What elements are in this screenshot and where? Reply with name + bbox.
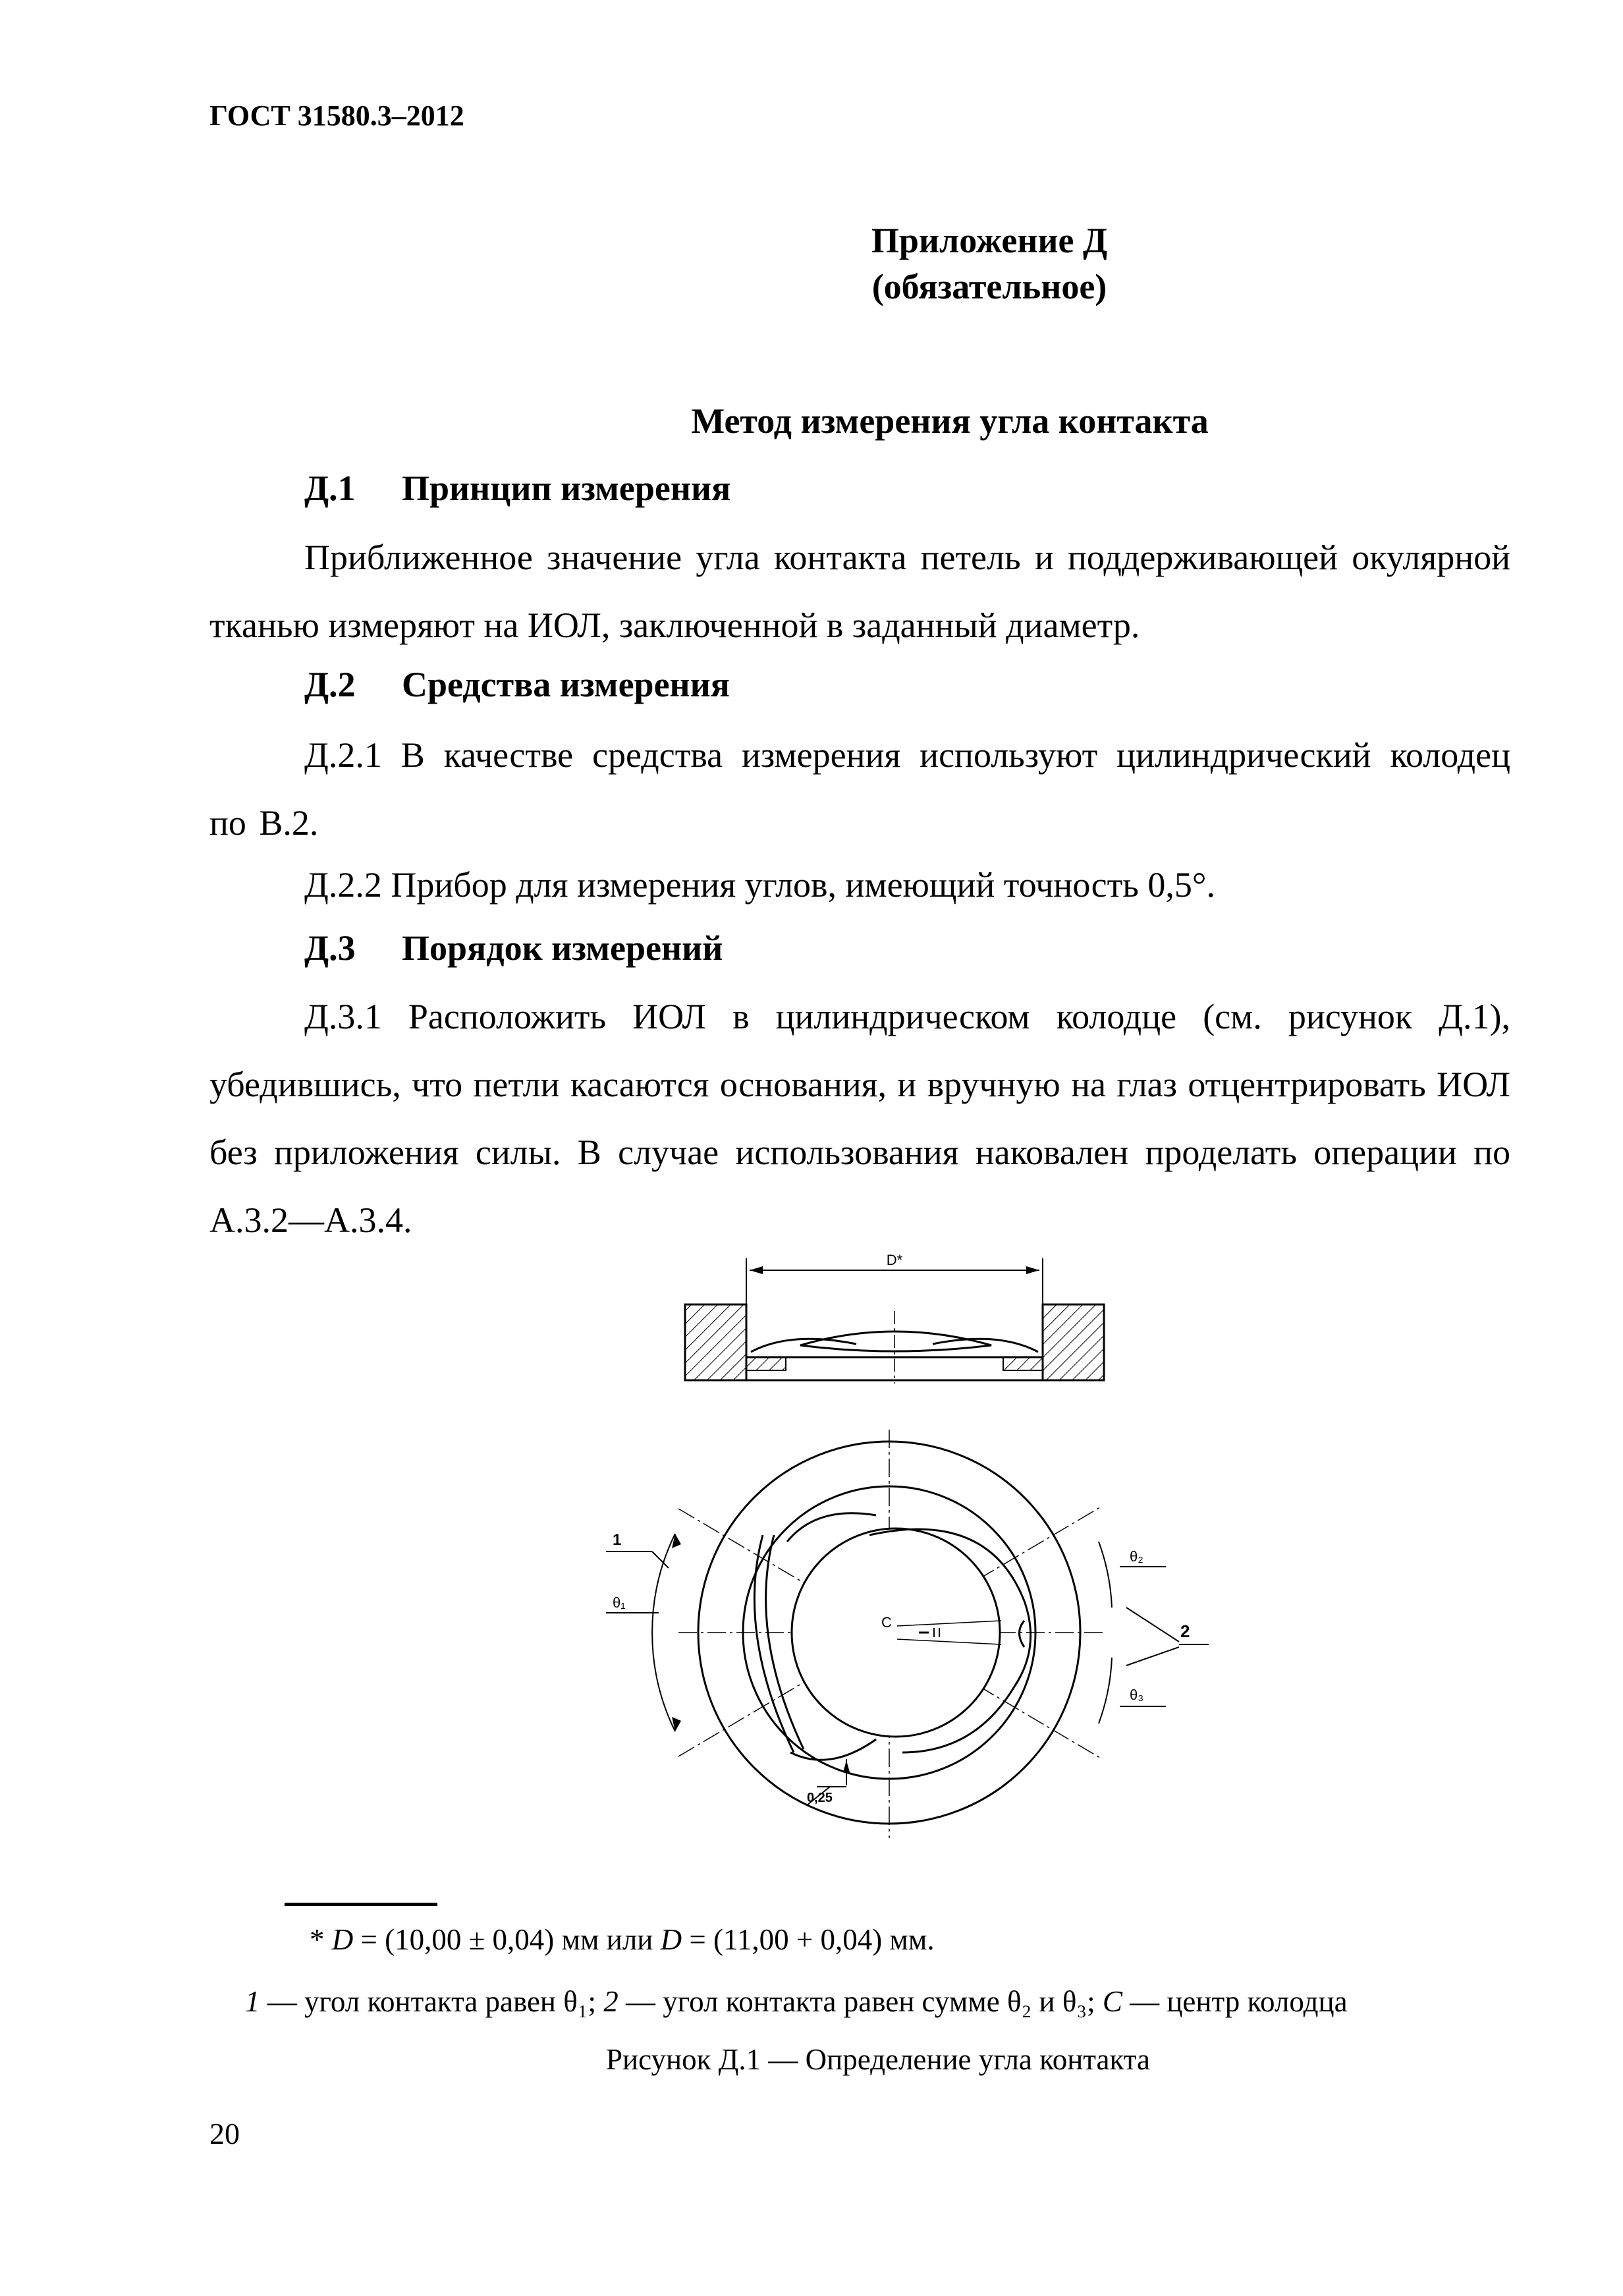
document-header: ГОСТ 31580.3–2012 xyxy=(209,99,464,132)
paragraph-text: Д.2.1 В качестве средства измерения используют цилиндрический колодец по В.2. xyxy=(209,735,1510,843)
footnote-dimension xyxy=(310,1922,935,1957)
figure-legend xyxy=(245,1984,1348,2019)
legend-text: — угол контакта равен θ₁; xyxy=(260,1985,604,2018)
gap-label: 0,25 xyxy=(807,1791,833,1805)
footnote-text: = (11,00 + 0,04) мм. xyxy=(682,1923,935,1956)
paragraph-d3-1 xyxy=(209,983,1510,1254)
figure-d1-diagram xyxy=(580,1239,1190,1832)
paragraph-d2-2 xyxy=(209,851,1510,919)
paragraph-text: Д.2.2 Прибор для измерения углов, имеющий точность 0,5°. xyxy=(304,865,1215,905)
paragraph-text: Д.3.1 Расположить ИОЛ в цилиндрическом колодце (см. рисунок Д.1), убедившись, что петли касаются основания, и вручную на глаз отцентрировать ИОЛ без приложения силы. В случае использования наковален проделать операции по А.3.2—А.3.4. xyxy=(209,997,1510,1240)
section-d3-heading xyxy=(304,928,723,968)
footnote-separator xyxy=(285,1903,437,1906)
theta1-label: θ₁ xyxy=(613,1594,626,1611)
figure-caption: Рисунок Д.1 — Определение угла контакта xyxy=(606,2043,1150,2076)
legend-num: 1 xyxy=(245,1985,260,2018)
theta3-label: θ₃ xyxy=(1130,1687,1144,1703)
dimension-d-label: D* xyxy=(886,1252,903,1268)
appendix-title: Приложение Д xyxy=(871,221,1108,260)
footnote-star: * xyxy=(310,1923,332,1956)
appendix-heading xyxy=(0,217,1623,310)
section-title: Принцип измерения xyxy=(402,468,731,508)
section-number: Д.3 xyxy=(304,928,356,968)
label-1: 1 xyxy=(613,1531,622,1549)
paragraph-text: Приближенное значение угла контакта петель и поддерживающей окулярной тканью измеряют на ИОЛ, заключенной в заданный диаметр. xyxy=(209,538,1510,645)
label-2: 2 xyxy=(1180,1621,1190,1641)
footnote-text: = (10,00 ± 0,04) мм или xyxy=(353,1923,661,1956)
legend-text: — центр колодца xyxy=(1122,1985,1348,2018)
method-title: Метод измерения угла контакта xyxy=(691,401,1209,441)
appendix-status: (обязательное) xyxy=(871,267,1107,306)
legend-num: 2 xyxy=(603,1985,619,2018)
well-cross-section xyxy=(685,1252,1104,1384)
theta2-label: θ₂ xyxy=(1130,1548,1143,1565)
section-d1-text xyxy=(209,524,1510,659)
section-title: Средства измерения xyxy=(402,665,730,704)
footnote-var: D xyxy=(660,1923,682,1956)
center-label: C xyxy=(881,1614,892,1631)
paragraph-d2-1 xyxy=(209,721,1510,857)
legend-var: C xyxy=(1102,1985,1122,2018)
section-d2-heading xyxy=(304,664,730,705)
legend-text: — угол контакта равен сумме θ₂ и θ₃; xyxy=(618,1985,1103,2018)
well-plan-view xyxy=(606,1430,1209,1838)
footnote-var: D xyxy=(331,1923,354,1956)
section-number: Д.2 xyxy=(304,665,356,704)
section-number: Д.1 xyxy=(304,468,356,508)
section-title: Порядок измерений xyxy=(402,928,723,968)
section-d1-heading xyxy=(304,468,730,509)
page-number: 20 xyxy=(209,2117,240,2150)
